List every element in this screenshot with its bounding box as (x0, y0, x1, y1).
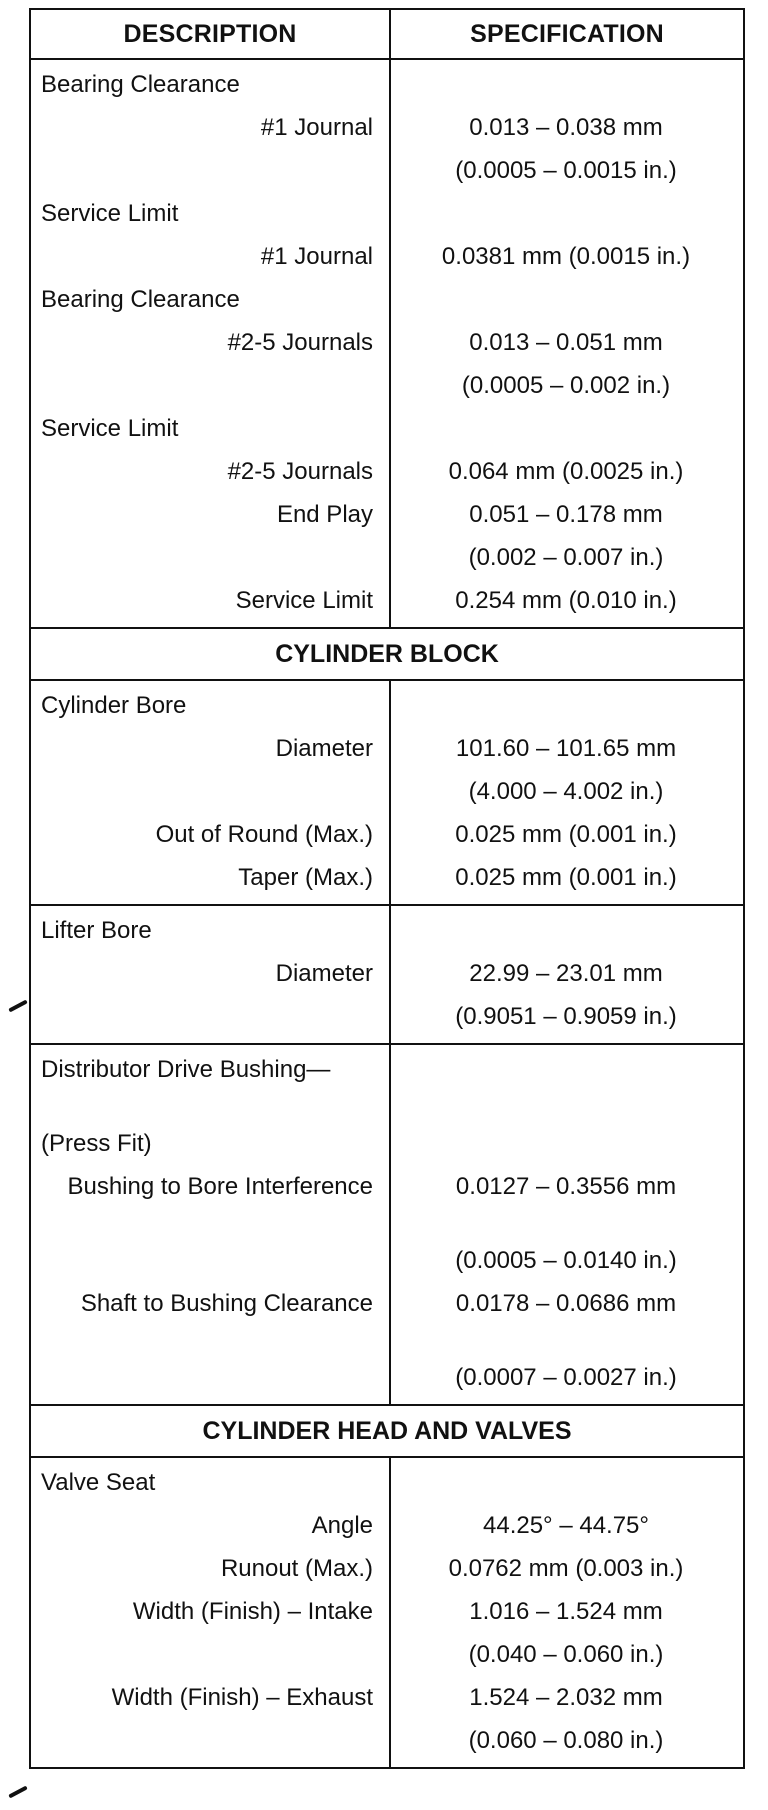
table-row (31, 236, 743, 279)
table-row (31, 580, 743, 623)
specification-cell (389, 1049, 743, 1123)
description-cell: Runout (Max.) (220, 1555, 373, 1582)
specification-cell: 0.0381 mm (0.0015 in.) (441, 243, 691, 270)
lifter-bore-group (31, 906, 743, 1045)
specification-cell: 0.0127 – 0.3556 mm (455, 1173, 677, 1200)
description-cell: Taper (Max.) (238, 864, 373, 891)
table-row (31, 537, 743, 580)
description-cell (31, 365, 389, 408)
description-cell (31, 1357, 389, 1400)
specification-cell: 0.254 mm (0.010 in.) (455, 587, 677, 614)
table-row (31, 1462, 743, 1505)
specification-cell (389, 279, 743, 322)
description-cell: Bushing to Bore Interference (67, 1173, 373, 1200)
specification-cell (389, 408, 743, 451)
specification-cell: (0.0007 – 0.0027 in.) (455, 1364, 677, 1391)
description-cell: #2-5 Journals (227, 329, 373, 356)
margin-tick-mark (8, 1786, 28, 1799)
description-cell: #1 Journal (260, 243, 373, 270)
table-row (31, 1049, 743, 1123)
specification-cell: 0.013 – 0.051 mm (469, 329, 663, 356)
description-cell: Distributor Drive Bushing— (41, 1056, 331, 1083)
table-row (31, 150, 743, 193)
description-cell (31, 1720, 389, 1763)
description-cell (31, 1634, 389, 1677)
description-cell: (Press Fit) (41, 1130, 152, 1157)
table-row (31, 365, 743, 408)
table-row (31, 1591, 743, 1634)
specification-cell: (0.0005 – 0.0015 in.) (455, 157, 677, 184)
table-row (31, 771, 743, 814)
valve-seat-group (31, 1458, 743, 1767)
table-row (31, 1166, 743, 1240)
table-row (31, 1634, 743, 1677)
table-row (31, 494, 743, 537)
description-cell: Valve Seat (41, 1469, 156, 1496)
specification-cell (389, 685, 743, 728)
description-cell: Angle (311, 1512, 373, 1539)
description-cell: #2-5 Journals (227, 458, 373, 485)
table-row (31, 1677, 743, 1720)
table-row (31, 64, 743, 107)
specification-cell: 0.025 mm (0.001 in.) (455, 864, 677, 891)
specification-cell (389, 1462, 743, 1505)
table-row (31, 953, 743, 996)
specification-cell (389, 910, 743, 953)
table-row (31, 279, 743, 322)
table-row (31, 1357, 743, 1400)
distributor-bushing-group (31, 1045, 743, 1406)
table-row (31, 685, 743, 728)
specification-cell (389, 64, 743, 107)
description-cell: Width (Finish) – Exhaust (111, 1684, 373, 1711)
specification-cell: 1.016 – 1.524 mm (469, 1598, 663, 1625)
description-cell (31, 771, 389, 814)
description-cell: Bearing Clearance (41, 71, 240, 98)
description-cell (31, 1240, 389, 1283)
specification-cell (389, 193, 743, 236)
description-cell: End Play (276, 501, 373, 528)
section-cylinder-head: CYLINDER HEAD AND VALVES (31, 1406, 743, 1458)
table-row (31, 322, 743, 365)
table-row (31, 107, 743, 150)
description-cell: Service Limit (235, 587, 373, 614)
specification-cell: 0.051 – 0.178 mm (469, 501, 663, 528)
specification-cell: (0.0005 – 0.002 in.) (461, 372, 671, 399)
description-cell: Diameter (275, 960, 373, 987)
table-row (31, 1505, 743, 1548)
specification-cell: 101.60 – 101.65 mm (455, 735, 677, 762)
description-cell: Lifter Bore (41, 917, 152, 944)
description-cell: Out of Round (Max.) (155, 821, 373, 848)
table-row (31, 408, 743, 451)
specification-cell: (0.9051 – 0.9059 in.) (455, 1003, 677, 1030)
specification-cell: 0.064 mm (0.0025 in.) (448, 458, 684, 485)
description-cell: Service Limit (41, 200, 179, 227)
table-row (31, 996, 743, 1039)
specification-cell: 1.524 – 2.032 mm (469, 1684, 663, 1711)
table-row (31, 1548, 743, 1591)
specification-cell: 22.99 – 23.01 mm (469, 960, 663, 987)
margin-tick-mark (8, 1000, 28, 1013)
table-header (31, 8, 743, 60)
specification-cell: 0.0762 mm (0.003 in.) (448, 1555, 684, 1582)
section-cylinder-block: CYLINDER BLOCK (31, 629, 743, 681)
table-row (31, 193, 743, 236)
table-row (31, 814, 743, 857)
description-cell: Service Limit (41, 415, 179, 442)
specification-cell: 0.025 mm (0.001 in.) (455, 821, 677, 848)
table-row (31, 857, 743, 900)
description-cell: Shaft to Bushing Clearance (80, 1290, 373, 1317)
description-cell (31, 150, 389, 193)
specification-cell: 0.013 – 0.038 mm (469, 114, 663, 141)
description-cell: Width (Finish) – Intake (132, 1598, 373, 1625)
table-row (31, 451, 743, 494)
table-row (31, 910, 743, 953)
description-cell: Bearing Clearance (41, 286, 240, 313)
specification-cell: 0.0178 – 0.0686 mm (455, 1290, 677, 1317)
specification-cell: 44.25° – 44.75° (483, 1512, 649, 1539)
description-cell: Diameter (275, 735, 373, 762)
description-cell (31, 996, 389, 1039)
specification-cell: (0.060 – 0.080 in.) (468, 1727, 664, 1754)
specification-cell (389, 1123, 743, 1166)
specification-cell: (0.002 – 0.007 in.) (468, 544, 664, 571)
description-header: DESCRIPTION (31, 10, 391, 58)
description-cell: #1 Journal (260, 114, 373, 141)
table-row (31, 1720, 743, 1763)
table-row (31, 1240, 743, 1283)
specification-cell: (0.040 – 0.060 in.) (468, 1641, 664, 1668)
crankshaft-group (31, 60, 743, 629)
table-row (31, 1123, 743, 1166)
cylinder-bore-group (31, 681, 743, 906)
table-row (31, 1283, 743, 1357)
specification-cell: (4.000 – 4.002 in.) (468, 778, 664, 805)
specification-cell: (0.0005 – 0.0140 in.) (455, 1247, 677, 1274)
spec-table (29, 8, 745, 1769)
specification-header: SPECIFICATION (470, 19, 664, 48)
description-cell: Cylinder Bore (41, 692, 187, 719)
description-cell (31, 537, 389, 580)
table-row (31, 728, 743, 771)
